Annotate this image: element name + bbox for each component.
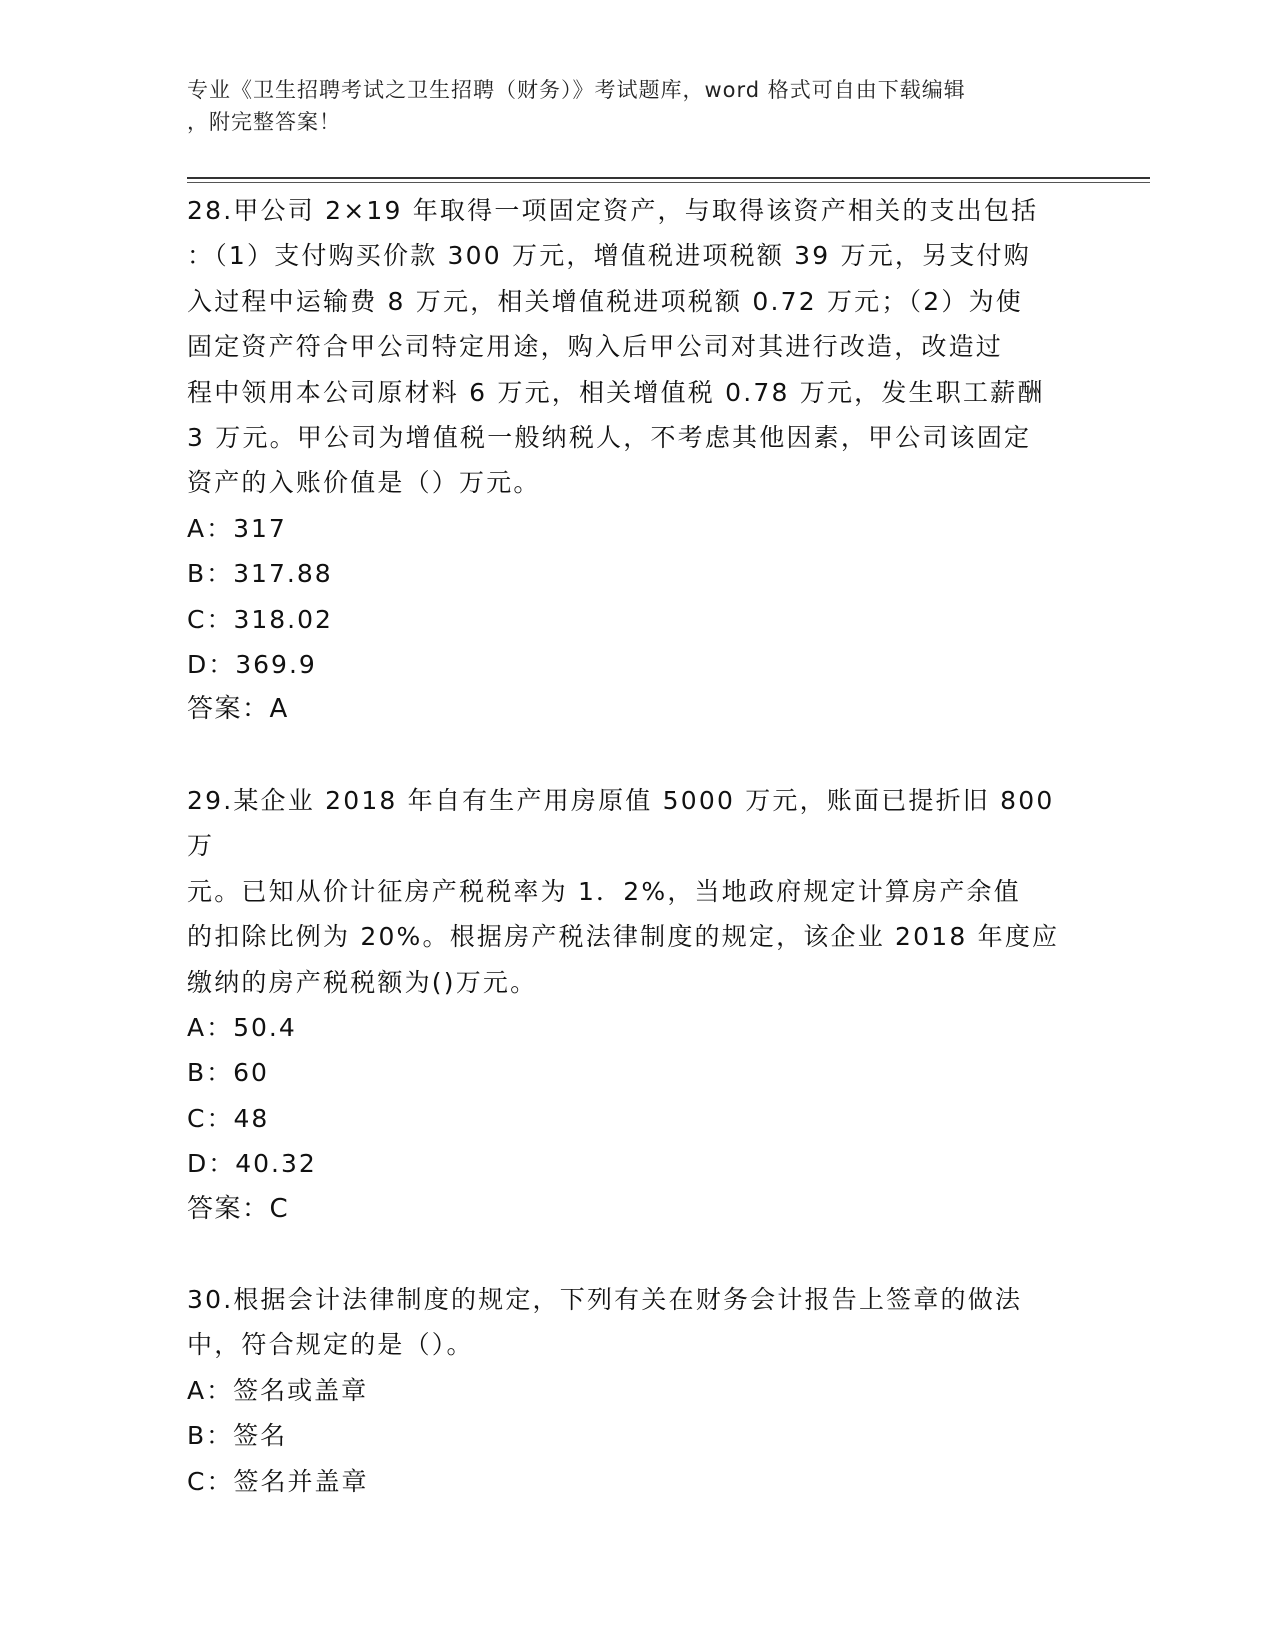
question-28-line-4: 固定资产符合甲公司特定用途，购入后甲公司对其进行改造，改造过	[187, 332, 1004, 362]
question-30-line-1: 30.根据会计法律制度的规定，下列有关在财务会计报告上签章的做法	[187, 1284, 1023, 1314]
question-28-option-b: B：317.88	[187, 559, 333, 589]
question-30-option-a: A：签名或盖章	[187, 1375, 369, 1405]
question-spacer	[187, 733, 1087, 778]
document-header	[187, 74, 1087, 138]
question-30-line-2: 中，符合规定的是（）。	[187, 1330, 474, 1360]
question-29-line-1: 29.某企业 2018 年自有生产用房原值 5000 万元，账面已提折旧 800 万	[187, 785, 1055, 861]
question-28-option-c: C：318.02	[187, 604, 333, 634]
question-28-line-7: 资产的入账价值是（）万元。	[187, 468, 541, 498]
question-28-line-3: 入过程中运输费 8 万元，相关增值税进项税额 0.72 万元；（2）为使	[187, 286, 1023, 316]
question-29-line-2: 元。已知从价计征房产税税率为 1．2%，当地政府规定计算房产余值	[187, 876, 1021, 906]
question-29	[187, 778, 1087, 1232]
question-30	[187, 1277, 1087, 1504]
question-28-answer: 答案：A	[187, 694, 289, 725]
question-28-line-5: 程中领用本公司原材料 6 万元，相关增值税 0.78 万元，发生职工薪酬	[187, 377, 1045, 407]
question-29-option-a: A：50.4	[187, 1012, 297, 1042]
question-28	[187, 188, 1087, 733]
question-30-option-c: C：签名并盖章	[187, 1466, 369, 1496]
question-28-line-6: 3 万元。甲公司为增值税一般纳税人，不考虑其他因素，甲公司该固定	[187, 423, 1032, 453]
question-29-answer: 答案：C	[187, 1193, 290, 1224]
question-list	[187, 188, 1087, 1504]
question-28-line-2: ：（1）支付购买价款 300 万元，增值税进项税额 39 万元，另支付购	[187, 241, 1031, 271]
question-30-option-b: B：签名	[187, 1421, 288, 1451]
header-divider-thick	[187, 177, 1150, 179]
question-29-option-d: D：40.32	[187, 1149, 317, 1179]
question-28-line-1: 28.甲公司 2×19 年取得一项固定资产，与取得该资产相关的支出包括	[187, 196, 1039, 225]
question-29-line-3: 的扣除比例为 20%。根据房产税法律制度的规定，该企业 2018 年度应	[187, 922, 1060, 952]
question-29-option-b: B：60	[187, 1058, 269, 1088]
header-line-2: ，附完整答案！	[187, 110, 341, 134]
question-spacer	[187, 1232, 1087, 1277]
header-divider-thin	[187, 182, 1150, 183]
question-28-option-d: D：369.9	[187, 650, 317, 680]
header-line-1: 专业《卫生招聘考试之卫生招聘（财务）》考试题库，word 格式可自由下载编辑	[187, 78, 966, 102]
question-29-option-c: C：48	[187, 1103, 270, 1133]
question-28-option-a: A：317	[187, 513, 287, 543]
question-29-line-4: 缴纳的房产税税额为()万元。	[187, 967, 538, 997]
